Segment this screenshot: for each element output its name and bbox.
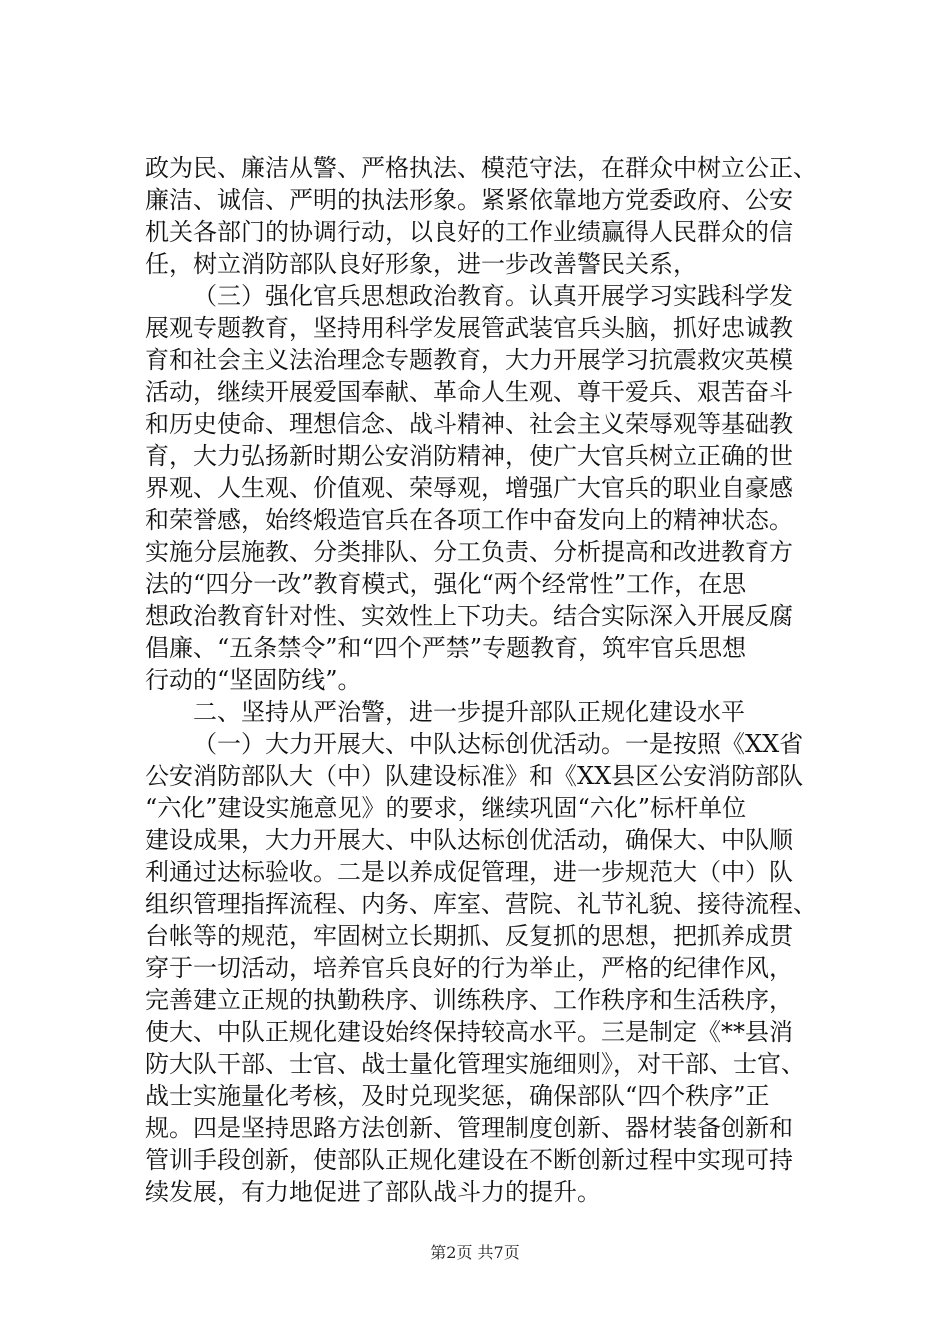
text-line: 续发展，有力地促进了部队战斗力的提升。 bbox=[145, 1178, 601, 1206]
text-line: 政为民、廉洁从警、严格执法、模范守法，在群众中树立公正、 bbox=[145, 154, 817, 182]
text-line: 界观、人生观、价值观、荣辱观，增强广大官兵的职业自豪感 bbox=[145, 474, 793, 502]
text-line: 穿于一切活动，培养官兵良好的行为举止，严格的纪律作风， bbox=[145, 954, 793, 982]
text-line: 利通过达标验收。二是以养成促管理，进一步规范大（中）队 bbox=[145, 858, 793, 886]
text-line: 实施分层施教、分类排队、分工负责、分析提高和改进教育方 bbox=[145, 538, 793, 566]
text-line: 倡廉、“五条禁令”和“四个严禁”专题教育，筑牢官兵思想 bbox=[145, 634, 747, 662]
text-line: 使大、中队正规化建设始终保持较高水平。三是制定《**县消 bbox=[145, 1018, 793, 1046]
text-line: 想政治教育针对性、实效性上下功夫。结合实际深入开展反腐 bbox=[145, 602, 793, 630]
text-line: 管训手段创新，使部队正规化建设在不断创新过程中实现可持 bbox=[145, 1146, 793, 1174]
text-line: 育，大力弘扬新时期公安消防精神，使广大官兵树立正确的世 bbox=[145, 442, 793, 470]
paragraph-start-line: （一）大力开展大、中队达标创优活动。一是按照《XX省 bbox=[193, 730, 804, 758]
text-line: 和历史使命、理想信念、战斗精神、社会主义荣辱观等基础教 bbox=[145, 410, 793, 438]
text-line: 法的“四分一改”教育模式，强化“两个经常性”工作，在思 bbox=[145, 570, 747, 598]
text-line: “六化”建设实施意见》的要求，继续巩固“六化”标杆单位 bbox=[145, 794, 747, 822]
text-line: 战士实施量化考核，及时兑现奖惩，确保部队“四个秩序”正 bbox=[145, 1082, 770, 1110]
text-line: 台帐等的规范，牢固树立长期抓、反复抓的思想，把抓养成贯 bbox=[145, 922, 793, 950]
text-line: 公安消防部队大（中）队建设标准》和《XX县区公安消防部队 bbox=[145, 762, 804, 790]
text-line: 组织管理指挥流程、内务、库室、营院、礼节礼貌、接待流程、 bbox=[145, 890, 817, 918]
text-line: 防大队干部、士官、战士量化管理实施细则》，对干部、士官、 bbox=[145, 1050, 805, 1078]
text-line: 育和社会主义法治理念专题教育，大力开展学习抗震救灾英模 bbox=[145, 346, 793, 374]
text-line: 建设成果，大力开展大、中队达标创优活动，确保大、中队顺 bbox=[145, 826, 793, 854]
text-line: 规。四是坚持思路方法创新、管理制度创新、器材装备创新和 bbox=[145, 1114, 793, 1142]
text-line: 任，树立消防部队良好形象，进一步改善警民关系， bbox=[145, 250, 697, 278]
document-body bbox=[145, 152, 835, 1208]
paragraph-start-line: （三）强化官兵思想政治教育。认真开展学习实践科学发 bbox=[193, 282, 793, 310]
section-heading: 二、坚持从严治警，进一步提升部队正规化建设水平 bbox=[193, 698, 745, 726]
text-line: 机关各部门的协调行动，以良好的工作业绩赢得人民群众的信 bbox=[145, 218, 793, 246]
text-line: 和荣誉感，始终煅造官兵在各项工作中奋发向上的精神状态。 bbox=[145, 506, 793, 534]
text-line: 展观专题教育，坚持用科学发展管武装官兵头脑，抓好忠诚教 bbox=[145, 314, 793, 342]
text-line: 行动的“坚固防线”。 bbox=[145, 666, 362, 694]
page-footer: 第2页 共7页 bbox=[430, 1243, 520, 1262]
text-line: 活动，继续开展爱国奉献、革命人生观、尊干爱兵、艰苦奋斗 bbox=[145, 378, 793, 406]
text-line: 廉洁、诚信、严明的执法形象。紧紧依靠地方党委政府、公安 bbox=[145, 186, 793, 214]
text-line: 完善建立正规的执勤秩序、训练秩序、工作秩序和生活秩序， bbox=[145, 986, 793, 1014]
